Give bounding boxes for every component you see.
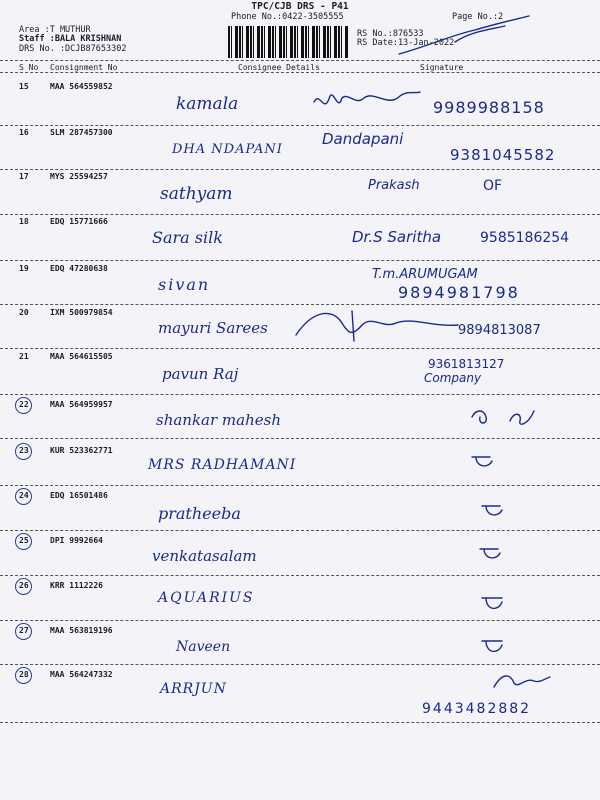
row-consignment-no: MYS 25594257 bbox=[50, 172, 108, 181]
row-consignee: mayuri Sarees bbox=[158, 319, 268, 337]
row-divider bbox=[0, 169, 600, 170]
row-consignment-no: EDQ 16501486 bbox=[50, 491, 108, 500]
row-phone: 9894981798 bbox=[398, 283, 520, 302]
row-divider bbox=[0, 438, 600, 439]
row-sno: 17 bbox=[19, 172, 29, 181]
row-consignee: venkatasalam bbox=[152, 547, 257, 565]
phone-number: Phone No.:0422-3505555 bbox=[231, 12, 344, 22]
header-divider-top bbox=[0, 60, 600, 61]
row-phone: 9989988158 bbox=[433, 98, 545, 117]
row-sno: 26 bbox=[19, 581, 29, 590]
row-consignee: shankar mahesh bbox=[156, 411, 281, 429]
row-consignment-no: KRR 1112226 bbox=[50, 581, 103, 590]
row-divider bbox=[0, 394, 600, 395]
row-consignment-no: SLM 287457300 bbox=[50, 128, 113, 137]
row-signature: T.m.ARUMUGAM bbox=[372, 267, 478, 282]
row-consignee: sivan bbox=[158, 275, 211, 294]
row-divider bbox=[0, 304, 600, 305]
row-consignment-no: EDQ 47280638 bbox=[50, 264, 108, 273]
row-signature: Dr.S Saritha bbox=[352, 228, 442, 246]
staff-label: Staff :BALA KRISHNAN bbox=[19, 34, 122, 44]
rs-date: RS Date:13-Jan-2022 bbox=[357, 38, 455, 48]
row-consignee: pratheeba bbox=[158, 504, 241, 523]
row-sno: 16 bbox=[19, 128, 29, 137]
row-consignment-no: MAA 564959957 bbox=[50, 400, 113, 409]
col-signature: Signature bbox=[420, 63, 464, 72]
row-signature: Dandapani bbox=[322, 130, 404, 148]
row-initial-mark bbox=[478, 545, 518, 565]
row-sno: 28 bbox=[19, 670, 29, 679]
row-initial-mark bbox=[470, 453, 510, 473]
row-signature: Prakash bbox=[368, 178, 420, 193]
row-sno: 27 bbox=[19, 626, 29, 635]
row-sno: 25 bbox=[19, 536, 29, 545]
row-sno: 24 bbox=[19, 491, 29, 500]
row-consignee: Naveen bbox=[176, 639, 231, 655]
row-divider bbox=[0, 214, 600, 215]
row-phone: 9894813087 bbox=[458, 323, 541, 338]
row-phone: OF bbox=[483, 178, 503, 194]
header-divider-bottom bbox=[0, 72, 600, 73]
row-consignment-no: MAA 564559852 bbox=[50, 82, 113, 91]
row-signature: Company bbox=[424, 371, 482, 385]
row-initial-mark bbox=[480, 594, 520, 618]
row-phone: 9443482882 bbox=[422, 701, 532, 717]
row-consignee: sathyam bbox=[160, 184, 233, 204]
row-sno: 19 bbox=[19, 264, 29, 273]
drs-number: DRS No. :DCJB87653302 bbox=[19, 44, 127, 54]
row-phone: 9381045582 bbox=[450, 146, 556, 164]
rs-number: RS No.:876533 bbox=[357, 29, 424, 39]
row-sno: 18 bbox=[19, 217, 29, 226]
row-divider bbox=[0, 722, 600, 723]
row-consignee: MRS RADHAMANI bbox=[148, 457, 297, 473]
row-initial-mark bbox=[470, 407, 540, 429]
row-sno: 20 bbox=[19, 308, 29, 317]
row-consignment-no: MAA 563819196 bbox=[50, 626, 113, 635]
row-signature-scribble bbox=[292, 307, 462, 343]
row-sno: 21 bbox=[19, 352, 29, 361]
area-label: Area :T MUTHUR bbox=[19, 25, 91, 35]
report-title: TPC/CJB DRS - P41 bbox=[251, 1, 349, 12]
row-consignment-no: MAA 564615505 bbox=[50, 352, 113, 361]
row-initial-mark bbox=[480, 502, 520, 522]
row-consignee: DHA NDAPANI bbox=[172, 142, 283, 157]
row-consignee: Sara silk bbox=[152, 228, 223, 247]
row-divider bbox=[0, 348, 600, 349]
row-signature-scribble bbox=[492, 671, 552, 691]
row-divider bbox=[0, 485, 600, 486]
row-consignment-no: MAA 564247332 bbox=[50, 670, 113, 679]
row-sno: 23 bbox=[19, 446, 29, 455]
row-consignment-no: DPI 9992664 bbox=[50, 536, 103, 545]
row-sno: 22 bbox=[19, 400, 29, 409]
row-divider bbox=[0, 125, 600, 126]
row-consignment-no: IXM 500979854 bbox=[50, 308, 113, 317]
barcode bbox=[228, 26, 348, 58]
row-signature-scribble bbox=[312, 88, 422, 118]
page-number: Page No.:2 bbox=[452, 12, 504, 22]
row-divider bbox=[0, 664, 600, 665]
row-phone: 9361813127 bbox=[428, 357, 505, 371]
col-consignee-details: Consignee Details bbox=[238, 63, 320, 72]
row-divider bbox=[0, 530, 600, 531]
row-initial-mark bbox=[480, 637, 520, 661]
row-consignee: ARRJUN bbox=[160, 681, 227, 697]
row-consignment-no: KUR 523362771 bbox=[50, 446, 113, 455]
row-sno: 15 bbox=[19, 82, 29, 91]
row-consignee: pavun Raj bbox=[162, 365, 239, 383]
row-consignee: AQUARIUS bbox=[158, 590, 255, 606]
row-consignee: kamala bbox=[176, 94, 239, 114]
col-consignment: Consignment No bbox=[50, 63, 118, 72]
row-consignment-no: EDQ 15771666 bbox=[50, 217, 108, 226]
row-phone: 9585186254 bbox=[480, 230, 570, 246]
row-divider bbox=[0, 575, 600, 576]
header-signature-scribble bbox=[395, 12, 535, 62]
col-sno: S No bbox=[19, 63, 39, 72]
row-divider bbox=[0, 620, 600, 621]
row-divider bbox=[0, 260, 600, 261]
